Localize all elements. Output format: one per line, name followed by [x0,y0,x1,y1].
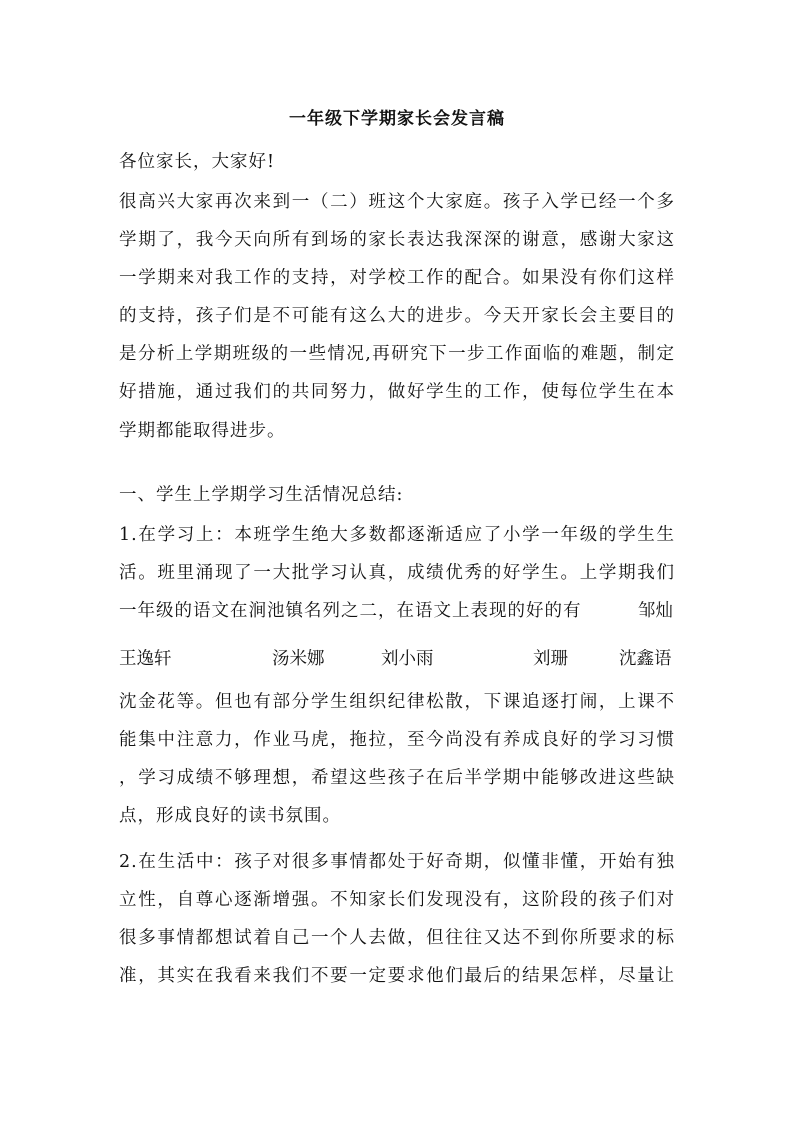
intro-line: 好措施，通过我们的共同努力，做好学生的工作，使每位学生在本 [119,382,675,403]
life-line: 很多事情都想试着自己一个人去做，但往往又达不到你所要求的标 [119,928,675,949]
life-paragraph [119,843,675,995]
intro-line: 的支持，孩子们是不可能有这么大的进步。今天开家长会主要目的 [119,306,675,327]
study-line: 沈金花等。但也有部分学生组织纪律松散，下课追逐打闹，上课不 [119,692,675,712]
greeting-line: 各位家长，大家好! [119,152,276,172]
section1-heading: 一、学生上学期学习生活情况总结: [119,485,404,505]
student-names-row [119,640,675,678]
student-name: 刘珊 [533,649,568,669]
first-name-slot [119,592,675,630]
student-name: 王逸轩 [119,649,172,669]
life-line: 准，其实在我看来我们不要一定要求他们最后的结果怎样，尽量让 [119,966,675,987]
study-line: 活。班里涌现了一大批学习认真，成绩优秀的好学生。上学期我们 [119,563,675,584]
document-title: 一年级下学期家长会发言稿 [289,109,505,129]
study-line: 能集中注意力，作业马虎，拖拉，至今尚没有养成良好的学习习惯 [119,730,675,751]
intro-paragraph [119,183,675,450]
intro-line: 学期都能取得进步。 [119,420,286,441]
life-line: 2.在生活中：孩子对很多事情都处于好奇期，似懂非懂，开始有独 [119,852,675,872]
intro-line: 是分析上学期班级的一些情况,再研究下一步工作面临的难题，制定 [119,344,675,365]
greeting [119,143,675,181]
intro-line: 很高兴大家再次来到一（二）班这个大家庭。孩子入学已经一个多 [119,192,675,212]
study-line: 点，形成良好的读书氛围。 [119,806,341,827]
intro-line: 学期了，我今天向所有到场的家长表达我深深的谢意，感谢大家这 [119,230,675,251]
study-line: 一年级的语文在涧池镇名列之二，在语文上表现的好的有 [119,601,582,622]
student-name: 沈鑫语 [619,649,672,669]
study-line: ，学习成绩不够理想，希望这些孩子在后半学期中能够改进这些缺 [119,768,675,789]
study-line: 1.在学习上：本班学生绝大多数都逐渐适应了小学一年级的学生生 [119,525,675,545]
intro-line: 一学期来对我工作的支持，对学校工作的配合。如果没有你们这样 [119,268,675,289]
student-name: 刘小雨 [381,649,434,669]
study-paragraph-continued [119,683,675,835]
life-line: 立性，自尊心逐渐增强。不知家长们发现没有，这阶段的孩子们对 [119,890,675,911]
student-name: 汤米娜 [272,649,325,669]
student-name: 邹灿 [638,601,673,621]
section-heading [119,476,675,514]
